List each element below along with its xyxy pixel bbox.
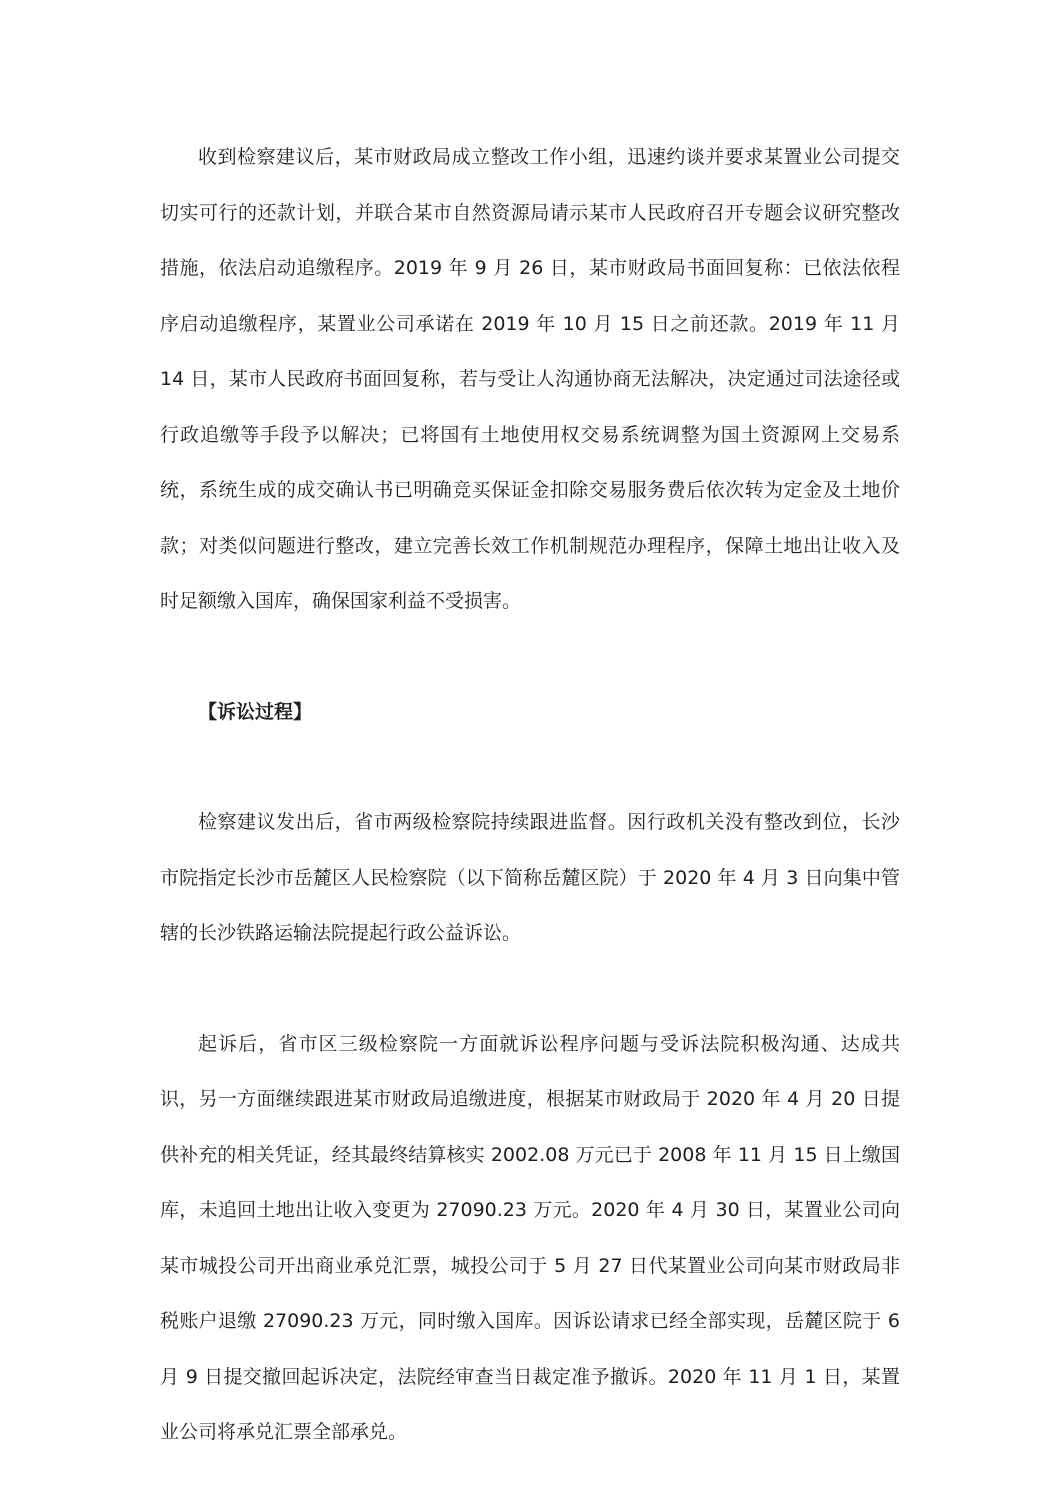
paragraph-spacer [160, 630, 900, 685]
paragraph-after-filing: 起诉后，省市区三级检察院一方面就诉讼程序问题与受诉法院积极沟通、达成共识，另一方面继续跟进某市财政局追缴进度，根据某市财政局于 2020 年 4 月 20 日提供补充的相关凭证，经其最终结算核实 2002.08 万元已于 2008 年 11 月 15 日上缴国库，未追回土地出让收入变更为 27090.23 万元。2020 年 4 月 30 日，某置业公司向某市城投公司开出商业承兑汇票，城投公司于 5 月 27 日代某置业公司向某市财政局非税账户退缴 27090.23 万元，同时缴入国库。因诉讼请求已经全部实现，岳麓区院于 6 月 9 日提交撤回起诉决定，法院经审查当日裁定准予撤诉。2020 年 11 月 1 日，某置业公司将承兑汇票全部承兑。 [160, 1032, 900, 1443]
paragraph-rectification: 收到检察建议后，某市财政局成立整改工作小组，迅速约谈并要求某置业公司提交切实可行的还款计划，并联合某市自然资源局请示某市人民政府召开专题会议研究整改措施，依法启动追缴程序。2019 年 9 月 26 日，某市财政局书面回复称：已依法依程序启动追缴程序，某置业公司承诺在 2019 年 10 月 15 日之前还款。2019 年 11 月 14 日，某市人民政府书面回复称，若与受让人沟通协商无法解决，决定通过司法途径或行政追缴等手段予以解决；已将国有土地使用权交易系统调整为国土资源网上交易系统，系统生成的成交确认书已明确竞买保证金扣除交易服务费后依次转为定金及土地价款；对类似问题进行整改，建立完善长效工作机制规范办理程序，保障土地出让收入及时足额缴入国库，确保国家利益不受损害。 [160, 146, 900, 612]
paragraph-spacer [160, 962, 900, 1017]
document-body [160, 130, 900, 1461]
paragraph-lawsuit-filed: 检察建议发出后，省市两级检察院持续跟进监督。因行政机关没有整改到位，长沙市院指定长沙市岳麓区人民检察院（以下简称岳麓区院）于 2020 年 4 月 3 日向集中管辖的长沙铁路运输法院提起行政公益诉讼。 [160, 811, 900, 944]
section-heading-litigation: 【诉讼过程】 [198, 700, 313, 723]
paragraph-spacer [160, 740, 900, 795]
